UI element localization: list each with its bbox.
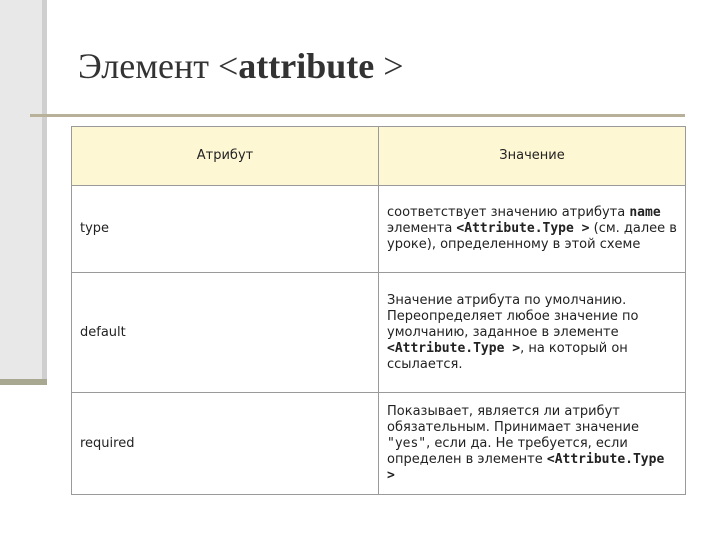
attribute-name: required (72, 393, 379, 495)
attribute-description (379, 273, 686, 393)
table-row (72, 393, 686, 495)
attribute-description (379, 393, 686, 495)
table-row (72, 186, 686, 273)
text-run: соответствует значению атрибута (387, 205, 630, 220)
text-run: (см. далее в уроке), определенному в этой схеме (387, 221, 677, 252)
slide-title (78, 42, 404, 90)
text-run: , если да. Не требуется, если определен в элементе (387, 435, 628, 467)
title-divider (30, 114, 685, 117)
title-suffix: > (374, 46, 404, 86)
text-run: Значение атрибута по умолчанию. Переопределяет любое значение по умолчанию, заданное в элементе (387, 292, 639, 340)
decorative-side-bar-accent (0, 379, 47, 385)
table-header-row (72, 127, 686, 186)
code-run: "yes" (387, 435, 427, 451)
attribute-name: default (72, 273, 379, 393)
attribute-description (379, 186, 686, 273)
code-run: name (629, 205, 661, 220)
code-run: <Attribute.Type > (456, 221, 590, 236)
text-run: Показывает, является ли атрибут обязательным. Принимает значение (387, 403, 639, 435)
attribute-table (71, 126, 686, 495)
header-attribute: Атрибут (72, 127, 379, 186)
attribute-name: type (72, 186, 379, 273)
text-run: элемента (387, 221, 457, 236)
table-row (72, 273, 686, 393)
decorative-side-bar (0, 0, 47, 385)
header-value: Значение (379, 127, 686, 186)
title-tag: attribute (238, 46, 375, 86)
text-run: , на который он ссылается. (387, 340, 628, 372)
title-prefix: Элемент < (78, 46, 239, 86)
code-run: <Attribute.Type > (387, 451, 665, 483)
code-run: <Attribute.Type > (387, 340, 521, 356)
decorative-side-bar-edge (42, 0, 47, 385)
